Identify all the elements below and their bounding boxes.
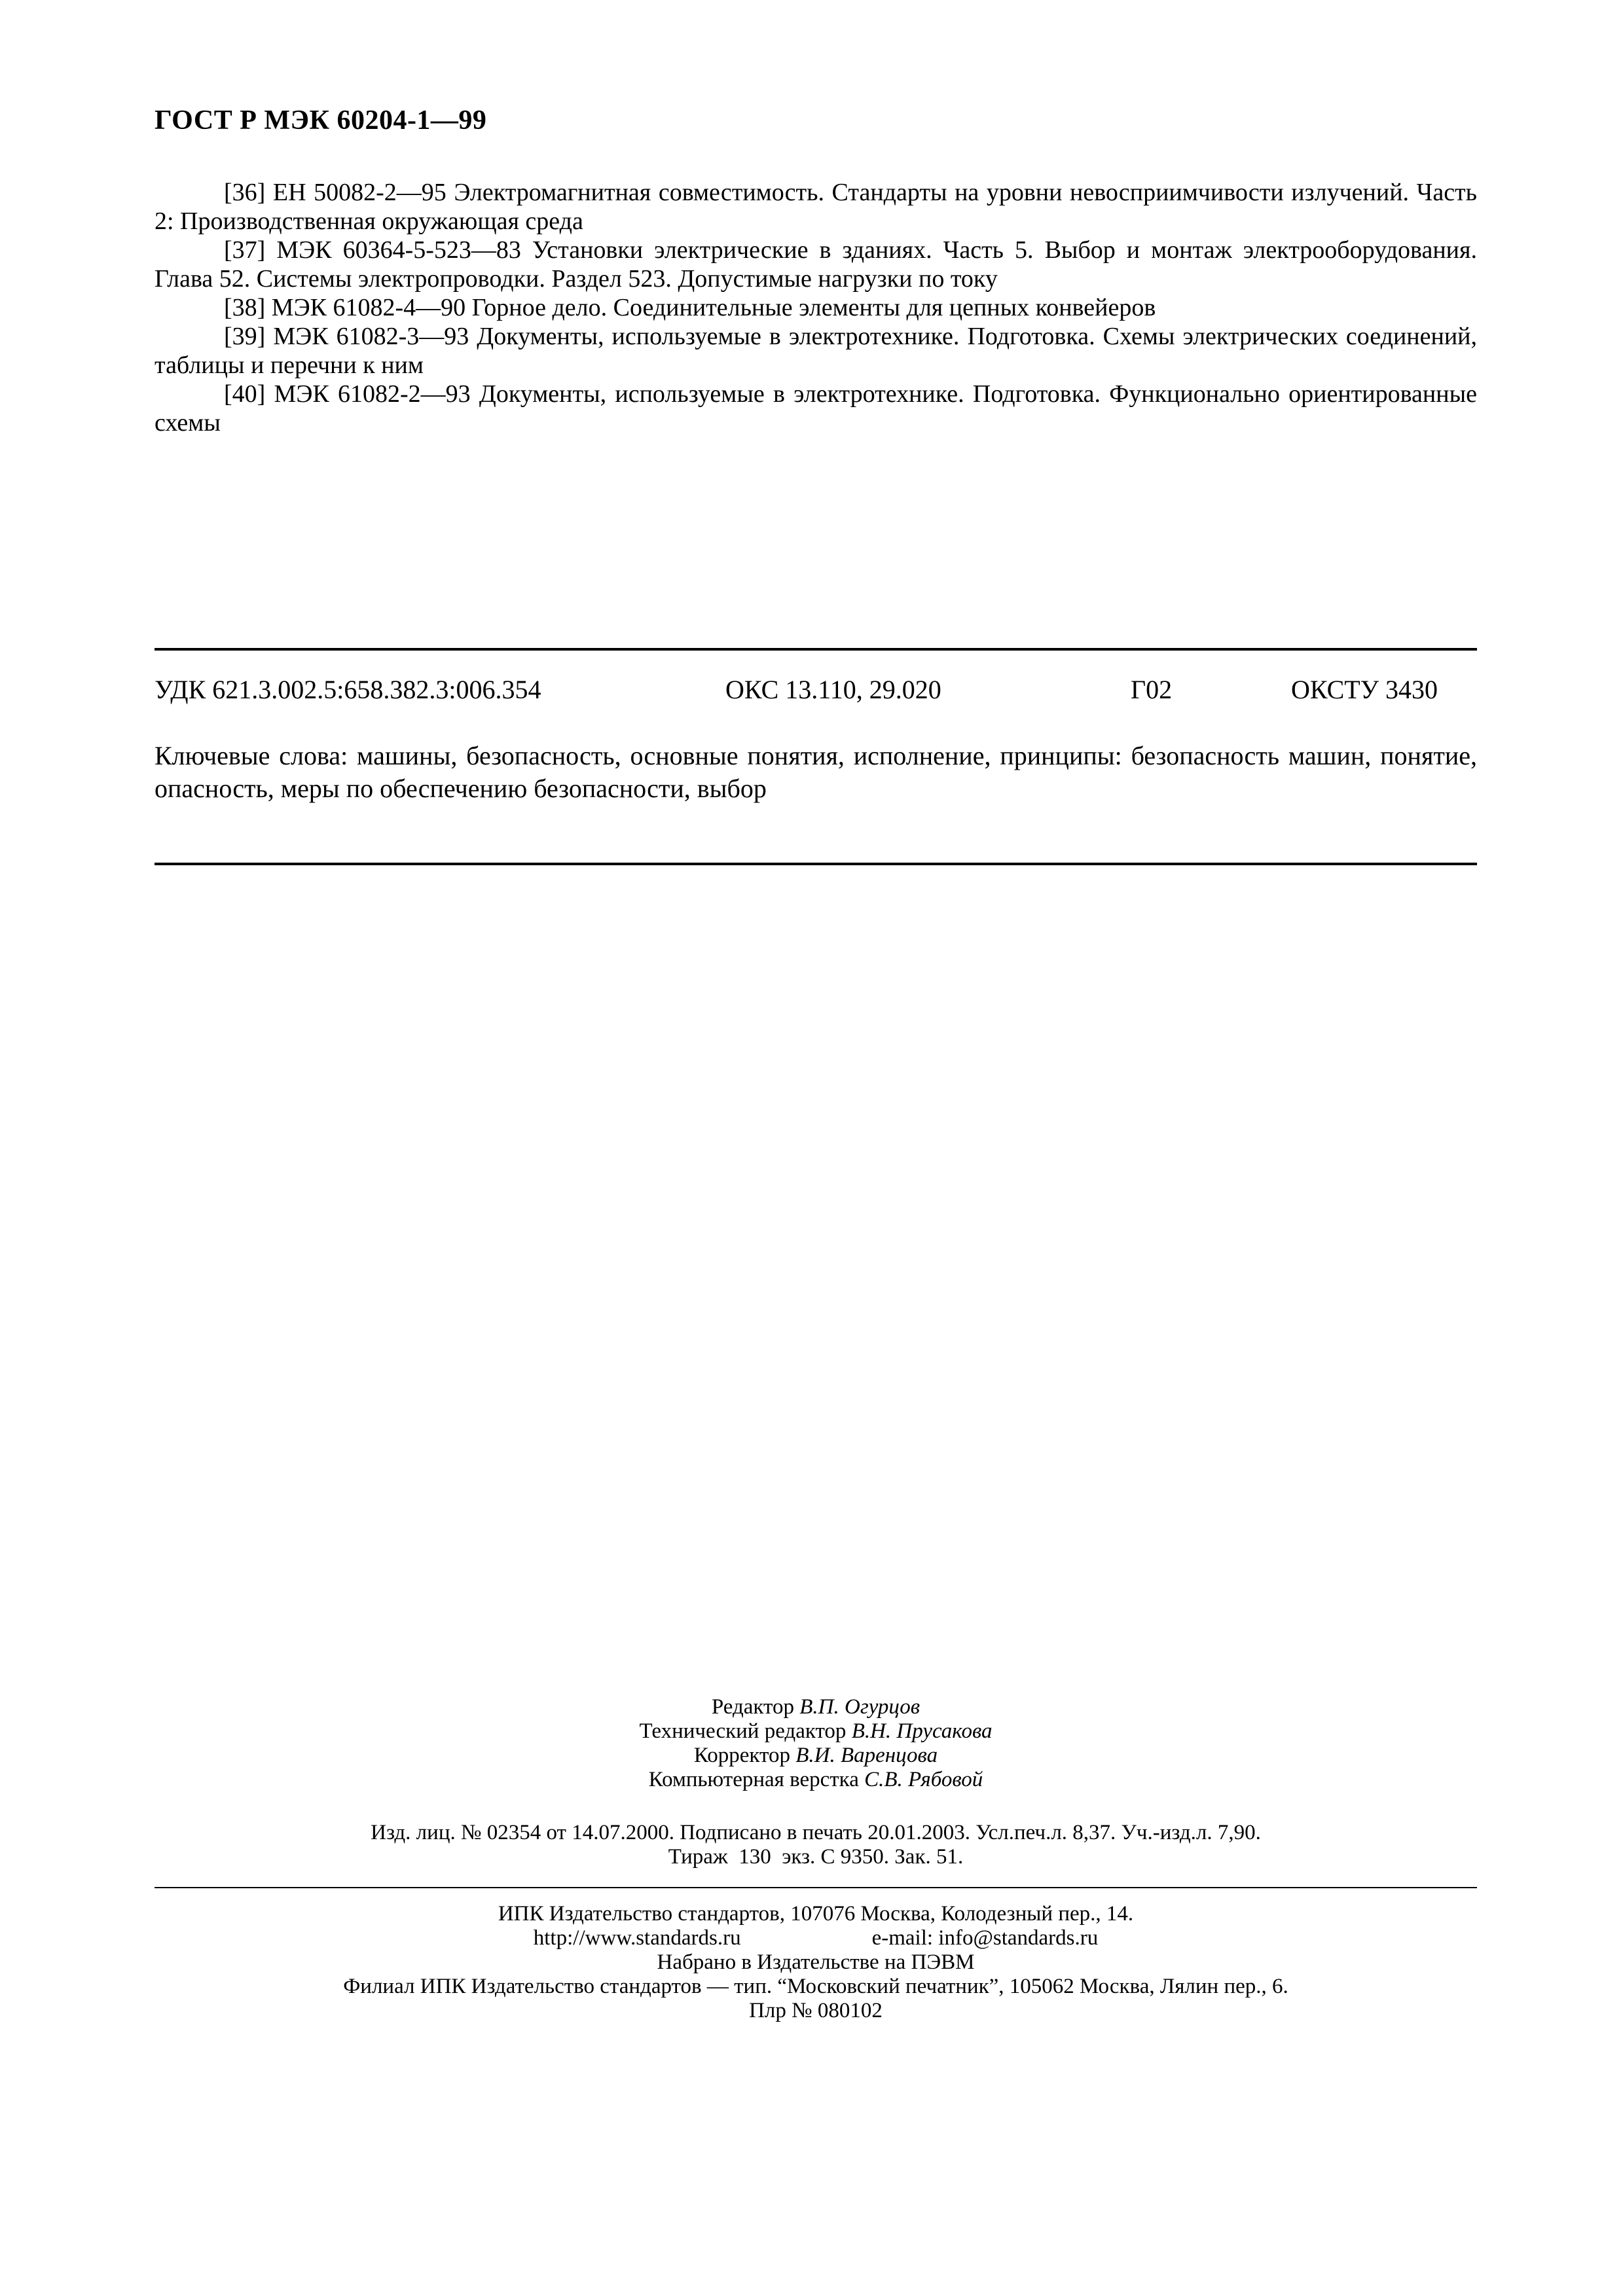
credit-role: Корректор bbox=[693, 1744, 790, 1767]
credit-proofreader bbox=[155, 1744, 1477, 1768]
credit-role: Редактор bbox=[711, 1695, 794, 1719]
keywords: Ключевые слова: машины, безопасность, основные понятия, исполнение, принципы: безопасность машин, понятие, опасность, меры по обеспечению безопасности, выбор bbox=[155, 741, 1477, 803]
divider-top bbox=[155, 648, 1477, 651]
credit-name: В.П. Огурцов bbox=[799, 1695, 921, 1719]
oks-code: ОКС 13.110, 29.020 bbox=[725, 675, 941, 704]
credit-editor bbox=[155, 1695, 1477, 1719]
reference-item: [38] МЭК 61082-4—90 Горное дело. Соединительные элементы для цепных конвейеров bbox=[224, 294, 1156, 321]
publisher-address: ИПК Издательство стандартов, 107076 Москва, Колодезный пер., 14. bbox=[498, 1902, 1134, 1926]
email-link[interactable]: e-mail: info@standards.ru bbox=[871, 1926, 1099, 1950]
document-code-header: ГОСТ Р МЭК 60204-1—99 bbox=[155, 105, 487, 135]
reference-item: [36] ЕН 50082-2—95 Электромагнитная совместимость. Стандарты на уровни невосприимчивости излучений. Часть 2: Производственная окружающая среда bbox=[155, 179, 1477, 235]
credit-name: В.Н. Прусакова bbox=[851, 1719, 993, 1743]
credit-name: В.И. Варенцова bbox=[795, 1744, 938, 1767]
print-info-block bbox=[155, 1821, 1477, 1869]
branch-address: Филиал ИПК Издательство стандартов — тип. “Московский печатник”, 105062 Москва, Лялин пер., 6. bbox=[343, 1975, 1288, 1998]
print-license-line: Изд. лиц. № 02354 от 14.07.2000. Подписано в печать 20.01.2003. Усл.печ.л. 8,37. Уч.-изд.л. 7,90. bbox=[371, 1821, 1261, 1844]
print-run-line: Тираж 130 экз. С 9350. Зак. 51. bbox=[668, 1845, 964, 1869]
publisher-contacts bbox=[155, 1926, 1477, 1950]
credit-role: Компьютерная верстка bbox=[648, 1768, 859, 1791]
credit-role: Технический редактор bbox=[639, 1719, 847, 1743]
divider-publisher bbox=[155, 1887, 1477, 1888]
publisher-block bbox=[155, 1902, 1477, 2023]
reference-item: [39] МЭК 61082-3—93 Документы, используемые в электротехнике. Подготовка. Схемы электрических соединений, таблицы и перечни к ним bbox=[155, 323, 1477, 379]
credits-block bbox=[155, 1695, 1477, 1792]
credit-name: С.В. Рябовой bbox=[864, 1768, 983, 1791]
credit-layout bbox=[155, 1768, 1477, 1792]
references-list bbox=[155, 178, 1477, 437]
okstu-code: ОКСТУ 3430 bbox=[1291, 675, 1438, 704]
udk-code: УДК 621.3.002.5:658.382.3:006.354 bbox=[155, 675, 541, 704]
credit-tech-editor bbox=[155, 1719, 1477, 1744]
reference-item: [37] МЭК 60364-5-523—83 Установки электрические в зданиях. Часть 5. Выбор и монтаж электрооборудования. Глава 52. Системы электропроводки. Раздел 523. Допустимые нагрузки по току bbox=[155, 236, 1477, 293]
divider-bottom bbox=[155, 863, 1477, 865]
reference-item: [40] МЭК 61082-2—93 Документы, используемые в электротехнике. Подготовка. Функционально ориентированные схемы bbox=[155, 380, 1477, 437]
plr-number: Плр № 080102 bbox=[749, 1999, 883, 2022]
group-code: Г02 bbox=[1131, 675, 1173, 704]
typeset-note: Набрано в Издательстве на ПЭВМ bbox=[657, 1950, 975, 1974]
website-link[interactable]: http://www.standards.ru bbox=[533, 1926, 741, 1950]
